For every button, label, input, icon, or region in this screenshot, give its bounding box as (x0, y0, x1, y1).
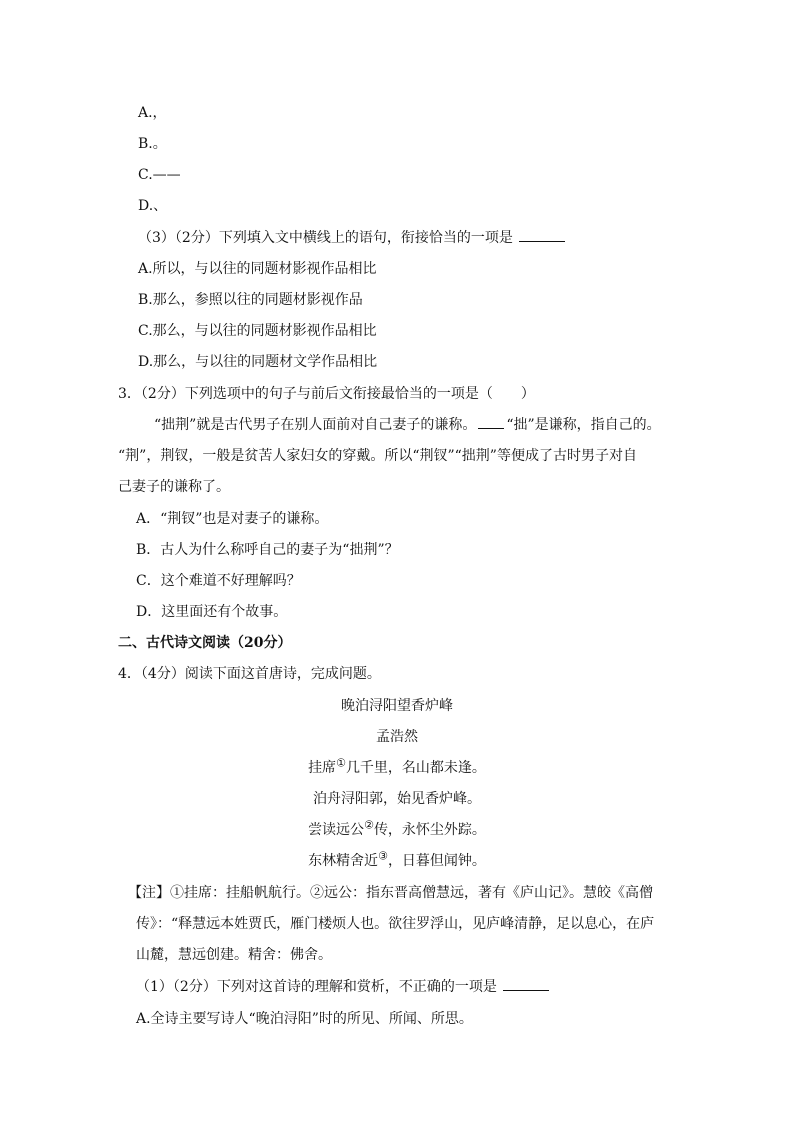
option-c-dash: C.—— (138, 167, 181, 183)
question-3-passage-line-3: 己妻子的谦称了。 (118, 479, 230, 495)
poem-line (0, 790, 794, 808)
poem-line-text: 几千里，名山都未逢。 (345, 760, 486, 776)
option-d-pause: D.、 (138, 198, 168, 214)
answer-blank (519, 229, 565, 242)
question-2-3-prompt-text: （3）（2分）下列填入文中横线上的语句，衔接恰当的一项是 (138, 230, 513, 246)
question-4-1-option-a: A.全诗主要写诗人“晚泊浔阳”时的所见、所闻、所思。 (136, 1011, 473, 1027)
poem-line-text: 传，永怀尘外踪。 (373, 822, 486, 838)
question-4-prompt: 4．（4分）阅读下面这首唐诗，完成问题。 (118, 666, 381, 682)
poem-note-line-1: 【注】①挂席：挂船帆航行。②远公：指东晋高僧慧远，著有《庐山记》。慧皎《高僧 (128, 885, 653, 901)
passage-part-a: “拙荆”就是古代男子在别人面前对自己妻子的谦称。 (154, 417, 477, 433)
question-2-3-option-d: D.那么，与以往的同题材文学作品相比 (138, 354, 378, 370)
option-a-comma: A.， (138, 105, 167, 121)
question-2-3-option-b: B.那么，参照以往的同题材影视作品 (138, 292, 363, 308)
passage-part-b: “拙”是谦称，指自己的。 (506, 417, 661, 433)
question-2-3-prompt (138, 229, 794, 247)
question-3-passage-line-1 (154, 416, 794, 434)
question-2-3-option-a: A.所以，与以往的同题材影视作品相比 (138, 261, 377, 277)
footnote-marker: ③ (378, 849, 388, 863)
question-4-1-prompt (136, 978, 794, 996)
section-2-title: 二、古代诗文阅读（20分） (118, 635, 292, 651)
poem-line-text: 东林精舍近 (308, 853, 379, 869)
question-3-option-b: B．古人为什么称呼自己的妻子为“拙荆”？ (136, 542, 399, 558)
question-2-3-option-c: C.那么，与以往的同题材影视作品相比 (138, 323, 377, 339)
poem-line-text: ，日暮但闻钟。 (387, 853, 486, 869)
option-b-period: B.。 (138, 136, 167, 152)
poem-line (0, 849, 794, 870)
poem-line-text: 泊舟浔阳郭，始见香炉峰。 (313, 791, 481, 807)
question-3-option-d: D．这里面还有个故事。 (136, 604, 288, 620)
question-3-prompt: 3．（2分）下列选项中的句子与前后文衔接最恰当的一项是（ ） (118, 386, 535, 402)
poem-line-text: 尝读远公 (308, 822, 365, 838)
poem-line-text: 挂席 (308, 760, 337, 776)
poem-author: 孟浩然 (376, 729, 418, 745)
poem-line (0, 756, 794, 777)
poem-title: 晚泊浔阳望香炉峰 (341, 698, 453, 714)
footnote-marker: ① (336, 756, 346, 770)
poem-note-line-2: 传》：“释慧远本姓贾氏，雁门楼烦人也。欲往罗浮山，见庐峰清静，足以息心，在庐 (136, 916, 655, 932)
footnote-marker: ② (364, 818, 374, 832)
answer-blank (503, 978, 549, 991)
question-3-option-a: A．“荆钗”也是对妻子的谦称。 (136, 511, 329, 527)
question-3-passage-line-2: “荆”，荆钗，一般是贫苦人家妇女的穿戴。所以“荆钗”“拙荆”等便成了古时男子对自 (118, 448, 637, 464)
question-3-option-c: C．这个难道不好理解吗？ (136, 573, 301, 589)
question-4-1-prompt-text: （1）（2分）下列对这首诗的理解和赏析，不正确的一项是 (136, 979, 497, 995)
poem-note-line-3: 山麓，慧远创建。精舍：佛舍。 (136, 947, 332, 963)
passage-blank (478, 416, 504, 429)
poem-line (0, 818, 794, 839)
